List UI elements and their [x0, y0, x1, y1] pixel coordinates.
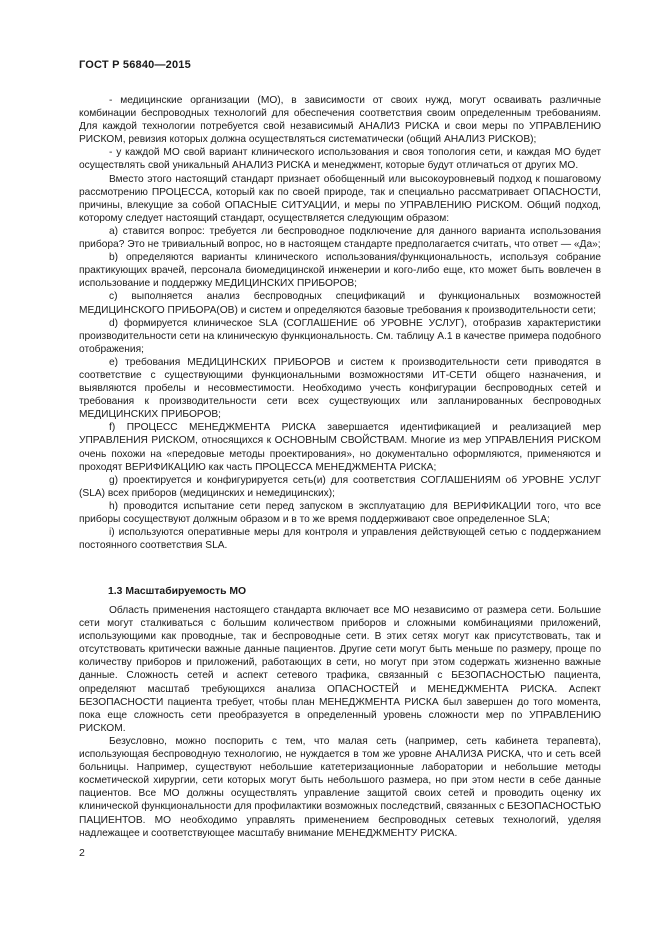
list-item-d: d) формируется клиническое SLA (СОГЛАШЕНИЕ об УРОВНЕ УСЛУГ), отобразив характеристики производительности сети на клиническую функциональность. См. таблицу А.1 в качестве примера подобного отображения;: [79, 317, 601, 355]
list-item-h: h) проводится испытание сети перед запуском в эксплуатацию для ВЕРИФИКАЦИИ того, что все приборы сосуществуют должным образом и в то же время поддерживают свое определенное SLA;: [79, 500, 601, 525]
section-text: [79, 604, 601, 840]
intro-text: [79, 94, 601, 552]
paragraph: Область применения настоящего стандарта включает все МО независимо от размера сети. Большие сети могут сталкиваться с большим количеством приборов и сложными комбинациями приложений, использующими как проводные, так и беспроводные сети. В этих сетях могут как присутствовать, так и отсутствовать критически важные данные пациентов. Другие сети могут быть меньше по размеру, проще по количеству приборов и приложений, работающих в сети, но могут при этом содержать жизненно важные данные. Сложность сетей и аспект сетевого трафика, связанный с БЕЗОПАСНОСТЬЮ пациента, определяют масштаб требующихся анализа ОПАСНОСТЕЙ и МЕНЕДЖМЕНТА РИСКА. Аспект БЕЗОПАСНОСТИ пациента требует, чтобы план МЕНЕДЖМЕНТА РИСКА был завершен до того момента, пока еще сложность сети преобразуется в определенный уровень сложности мер по УПРАВЛЕНИЮ РИСКОМ.: [79, 605, 601, 734]
list-item-i: i) используются оперативные меры для контроля и управления действующей сетью с поддержанием постоянного соответствия SLA.: [79, 527, 601, 552]
list-item-g: g) проектируется и конфигурируется сеть(и) для соответствия СОГЛАШЕНИЯМ об УРОВНЕ УСЛУГ (SLA) всех приборов (медицинских и немедицинских);: [79, 474, 601, 499]
list-item-e: e) требования МЕДИЦИНСКИХ ПРИБОРОВ и систем к производительности сети приводятся в соответствие с существующими функциональными возможностями ИТ-СЕТИ общего назначения, и выявляются пробелы и несовместимости. Необходимо учесть конфигурации беспроводных сетей и требования к производительности сети всех существующих или запланированных беспроводных МЕДИЦИНСКИХ ПРИБОРОВ;: [79, 356, 601, 421]
paragraph: Безусловно, можно поспорить с тем, что малая сеть (например, сеть кабинета терапевта), использующая беспроводную технологию, не нуждается в том же уровне АНАЛИЗА РИСКА, что и сеть всей больницы. Например, существуют небольшие катетеризационные лаборатории и небольшие методы косметической хирургии, сети которых могут быть небольшого размера, но при этом нести в себе данные пациентов. Все МО должны осуществлять управление защитой своих сетей и проводить оценку их клинической функциональности для профилактики возможных последствий, связанных с БЕЗОПАСНОСТЬЮ ПАЦИЕНТОВ. МО необходимо управлять применением беспроводных сетевых технологий, уделяя надлежащее и соответствующее масштабу внимание МЕНЕДЖМЕНТУ РИСКА.: [79, 735, 601, 839]
list-item-c: c) выполняется анализ беспроводных спецификаций и функциональных возможностей МЕДИЦИНСКОГО ПРИБОРА(ОВ) и систем и определяются базовые требования к производительности сети;: [79, 291, 601, 316]
paragraph: - медицинские организации (МО), в зависимости от своих нужд, могут осваивать различные комбинации беспроводных технологий для обеспечения соответствия своим определенным требованиям. Для каждой технологии потребуется свой независимый АНАЛИЗ РИСКА и свои меры по УПРАВЛЕНИЮ РИСКОМ, ревизия которых должна осуществляться систематически (общий АНАЛИЗ РИСКОВ);: [79, 95, 601, 146]
standard-id: ГОСТ Р 56840—2015: [79, 59, 191, 71]
section-heading: 1.3 Масштабируемость МО: [108, 586, 247, 597]
document-header: [79, 59, 191, 71]
page-number: 2: [79, 847, 85, 859]
list-item-a: a) ставится вопрос: требуется ли беспроводное подключение для данного варианта использования прибора? Это не тривиальный вопрос, но в настоящем стандарте предполагается считать, что ответ — «Да»;: [79, 225, 601, 251]
paragraph: - у каждой МО свой вариант клинического использования и своя топология сети, и каждая МО будет осуществлять свой уникальный АНАЛИЗ РИСКА и менеджмент, которые будут отличаться от других МО.: [79, 147, 601, 172]
list-item-b: b) определяются варианты клинического использования/функциональность, используя собрание практикующих врачей, персонала биомедицинской инженерии и кого-либо еще, кто может быть вовлечен в использование и поддержку МЕДИЦИНСКИХ ПРИБОРОВ;: [79, 252, 601, 290]
list-item-f: f) ПРОЦЕСС МЕНЕДЖМЕНТА РИСКА завершается идентификацией и реализацией мер УПРАВЛЕНИЯ РИСКОМ, относящихся к ОСНОВНЫМ СВОЙСТВАМ. Многие из мер УПРАВЛЕНИЯ РИСКОМ очень похожи на «передовые методы проектирования», но документально оформляются, применяются и проходят ВЕРИФИКАЦИЮ как часть ПРОЦЕССА МЕНЕДЖМЕНТА РИСКА;: [79, 422, 601, 473]
paragraph: Вместо этого настоящий стандарт признает обобщенный или высокоуровневый подход к пошаговому рассмотрению ПРОЦЕССА, который как по своей природе, так и специально рассматривает ОПАСНОСТИ, причины, влекущие за собой ОПАСНЫЕ СИТУАЦИИ, и меры по УПРАВЛЕНИЮ РИСКОМ. Общий подход, которому следует настоящий стандарт, осуществляется следующим образом:: [79, 173, 601, 224]
